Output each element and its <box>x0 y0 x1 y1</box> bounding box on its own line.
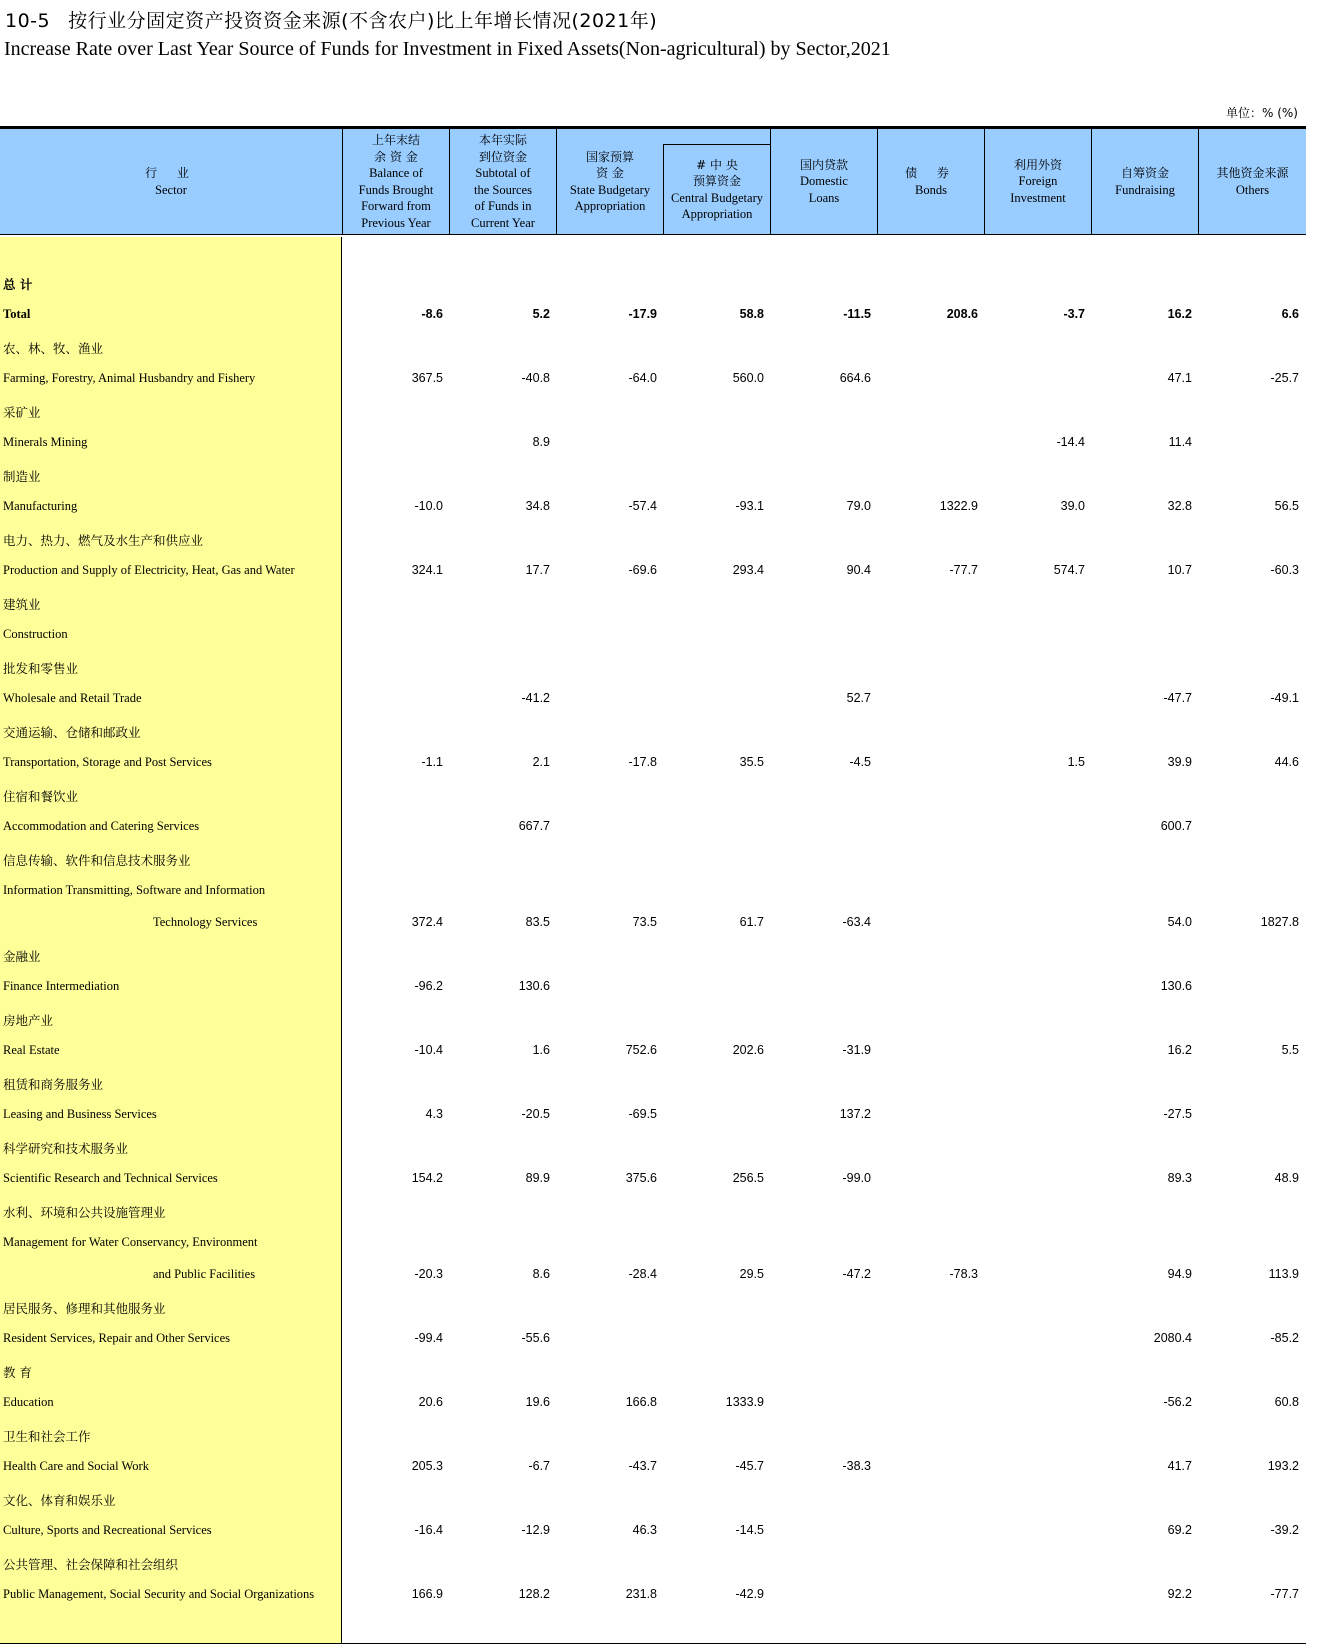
table-cell: 79.0 <box>846 499 871 513</box>
table-cell: -6.7 <box>528 1459 550 1473</box>
header-subtotal-en3: of Funds in <box>474 199 532 213</box>
header-central-cn1: # 中 央 <box>696 157 738 172</box>
sector-label-cn: 电力、热力、燃气及水生产和供应业 <box>3 533 204 548</box>
header-central-budget <box>663 145 770 234</box>
title-cn-text: 按行业分固定资产投资资金来源(不含农户)比上年增长情况(2021年) <box>68 10 658 32</box>
header-state-cn2: 资 金 <box>596 166 624 180</box>
table-cell: 256.5 <box>732 1171 764 1185</box>
table-cell: -99.0 <box>842 1171 871 1185</box>
table-cell: 2080.4 <box>1153 1331 1192 1345</box>
header-foreign-cn: 利用外资 <box>1013 157 1062 172</box>
table-cell: 231.8 <box>625 1587 657 1601</box>
sector-label-cn: 总 计 <box>3 277 33 292</box>
header-balance-en4: Previous Year <box>361 215 431 230</box>
table-cell: -3.7 <box>1063 307 1085 321</box>
header-bonds-en: Bonds <box>915 182 947 197</box>
table-cell: -60.3 <box>1270 563 1299 577</box>
table-cell: -38.3 <box>842 1459 871 1473</box>
table-cell: 1827.8 <box>1260 915 1299 929</box>
table-cell: 664.6 <box>839 371 871 385</box>
table-row-cn <box>0 849 1306 869</box>
table-row <box>0 305 1306 325</box>
sector-label-en: Transportation, Storage and Post Services <box>3 755 212 769</box>
header-state-budget <box>556 129 663 234</box>
table-cell: 166.9 <box>411 1587 443 1601</box>
table-cell: -16.4 <box>414 1523 443 1537</box>
table-cell: -41.2 <box>521 691 550 705</box>
sector-label-cn: 住宿和餐饮业 <box>3 789 79 804</box>
sector-label-en: Farming, Forestry, Animal Husbandry and Fishery <box>3 371 256 385</box>
table-cell: -11.5 <box>843 307 871 321</box>
budget-sub-rule <box>663 144 770 145</box>
table-cell: 128.2 <box>518 1587 550 1601</box>
header-foreign-en1: Foreign <box>1018 174 1058 189</box>
table-cell: -57.4 <box>628 499 657 513</box>
table-row-cn <box>0 721 1306 741</box>
table-cell: 60.8 <box>1274 1395 1299 1409</box>
table-cell: -27.5 <box>1163 1107 1192 1121</box>
table-row <box>0 689 1306 709</box>
header-fundraising <box>1091 129 1198 234</box>
unit-label: 单位：% (%) <box>1226 106 1298 120</box>
table-row <box>0 913 1306 933</box>
header-balance-en2: Funds Brought <box>358 182 434 197</box>
table-cell: -12.9 <box>521 1523 550 1537</box>
header-loans-en1: Domestic <box>800 174 848 189</box>
header-sector-en: Sector <box>155 182 187 197</box>
sector-label-cn: 房地产业 <box>3 1013 54 1028</box>
table-row <box>0 561 1306 581</box>
table-cell: -93.1 <box>735 499 764 513</box>
table-cell: 44.6 <box>1274 755 1299 769</box>
sector-label-en: Management for Water Conservancy, Environment <box>3 1235 258 1249</box>
header-bottom-rule <box>0 234 1306 235</box>
header-bonds-cn: 债 券 <box>905 166 957 180</box>
header-others <box>1198 129 1306 234</box>
table-cell: -55.6 <box>521 1331 550 1345</box>
table-row-cn <box>0 465 1306 485</box>
table-cell: -17.8 <box>628 755 657 769</box>
sector-label-en: Minerals Mining <box>3 435 88 449</box>
sector-label-en: Accommodation and Catering Services <box>3 819 200 833</box>
sector-label-en-cont: and Public Facilities <box>153 1267 256 1281</box>
header-state-cn1: 国家预算 <box>585 149 634 164</box>
table-cell: 137.2 <box>839 1107 871 1121</box>
sector-label-en-cont: Technology Services <box>153 915 258 929</box>
table-cell: -96.2 <box>414 979 443 993</box>
table-cell: -78.3 <box>949 1267 978 1281</box>
table-row <box>0 1329 1306 1349</box>
sector-label-cn: 教 育 <box>3 1365 32 1380</box>
sector-label-en: Education <box>3 1395 54 1409</box>
sector-label-cn: 居民服务、修理和其他服务业 <box>3 1301 166 1316</box>
table-row <box>0 1521 1306 1541</box>
table-cell: 560.0 <box>732 371 764 385</box>
table-cell: 73.5 <box>632 915 657 929</box>
header-balance-cn1: 上年末结 <box>371 133 420 147</box>
table-row-cn <box>0 337 1306 357</box>
table-row <box>0 1041 1306 1061</box>
page-title-cn <box>5 6 657 33</box>
table-cell: 16.2 <box>1167 1043 1192 1057</box>
table-row-cn <box>0 1553 1306 1573</box>
table-cell: 154.2 <box>411 1171 443 1185</box>
table-row <box>0 1105 1306 1125</box>
table-cell: 1.6 <box>532 1043 550 1057</box>
sector-label-cn: 交通运输、仓储和邮政业 <box>3 725 141 740</box>
table-cell: 1322.9 <box>939 499 978 513</box>
table-cell: -69.5 <box>628 1107 657 1121</box>
table-row-cn <box>0 401 1306 421</box>
table-row-cn <box>0 1073 1306 1093</box>
table-header <box>0 129 1306 234</box>
table-cell: 52.7 <box>846 691 871 705</box>
table-cell: 39.9 <box>1167 755 1192 769</box>
table-cell: 574.7 <box>1053 563 1085 577</box>
sector-label-en: Construction <box>3 627 68 641</box>
header-central-cn2: 预算资金 <box>692 174 741 188</box>
sector-label-cn: 文化、体育和娱乐业 <box>3 1493 116 1508</box>
table-cell: -20.3 <box>414 1267 443 1281</box>
sector-label-en: Real Estate <box>3 1043 60 1057</box>
table-row-cn <box>0 785 1306 805</box>
header-self-en: Fundraising <box>1115 182 1175 197</box>
sector-label-en: Leasing and Business Services <box>3 1107 157 1121</box>
table-row <box>0 1233 1306 1253</box>
sector-label-en: Information Transmitting, Software and Information <box>3 883 266 897</box>
table-cell: 41.7 <box>1167 1459 1192 1473</box>
table-cell: -99.4 <box>414 1331 443 1345</box>
header-loans-cn: 国内贷款 <box>799 157 848 172</box>
table-cell: -31.9 <box>842 1043 871 1057</box>
table-cell: 39.0 <box>1060 499 1085 513</box>
sector-label-cn: 公共管理、社会保障和社会组织 <box>3 1557 179 1572</box>
table-cell: 130.6 <box>1160 979 1192 993</box>
table-cell: 8.9 <box>532 435 550 449</box>
header-others-en: Others <box>1235 182 1270 197</box>
sector-label-en: Finance Intermediation <box>3 979 120 993</box>
sector-label-en: Health Care and Social Work <box>3 1459 149 1473</box>
table-cell: 34.8 <box>525 499 550 513</box>
sector-label-cn: 租赁和商务服务业 <box>3 1077 104 1092</box>
table-row-cn <box>0 1201 1306 1221</box>
table-cell: 375.6 <box>625 1171 657 1185</box>
table-cell: 11.4 <box>1168 435 1192 449</box>
table-cell: -40.8 <box>521 371 550 385</box>
sector-label-en: Total <box>3 307 31 321</box>
table-cell: -47.7 <box>1163 691 1192 705</box>
header-others-cn: 其他资金来源 <box>1216 166 1289 180</box>
table-cell: -10.4 <box>414 1043 443 1057</box>
header-central-en1: Central Budgetary <box>671 190 763 205</box>
header-subtotal-cn2: 到位资金 <box>478 149 527 164</box>
table-row-cn <box>0 657 1306 677</box>
header-balance <box>342 129 449 234</box>
sector-label-en: Resident Services, Repair and Other Services <box>3 1331 231 1345</box>
table-row <box>0 1169 1306 1189</box>
table-row-cn <box>0 1489 1306 1509</box>
table-cell: -17.9 <box>628 307 657 321</box>
table-row <box>0 977 1306 997</box>
sector-label-cn: 金融业 <box>3 949 41 964</box>
table-cell: 46.3 <box>632 1523 657 1537</box>
sector-label-cn: 水利、环境和公共设施管理业 <box>3 1205 166 1220</box>
table-cell: 208.6 <box>946 307 978 321</box>
table-row-cn <box>0 1137 1306 1157</box>
table-cell: -25.7 <box>1270 371 1299 385</box>
sector-label-en: Manufacturing <box>3 499 78 513</box>
table-row-cn <box>0 945 1306 965</box>
header-foreign-investment <box>984 129 1091 234</box>
table-cell: 19.6 <box>525 1395 550 1409</box>
table-cell: 4.3 <box>425 1107 443 1121</box>
table-row-cn <box>0 1361 1306 1381</box>
table-row <box>0 1265 1306 1285</box>
header-balance-en1: Balance of <box>369 166 423 180</box>
table-row <box>0 817 1306 837</box>
table-cell: 1333.9 <box>725 1395 764 1409</box>
table-row <box>0 1393 1306 1413</box>
table-cell: -45.7 <box>735 1459 764 1473</box>
table-row <box>0 1585 1306 1605</box>
table-cell: -77.7 <box>1270 1587 1299 1601</box>
table-cell: 90.4 <box>846 563 871 577</box>
table-cell: 193.2 <box>1267 1459 1299 1473</box>
header-state-en2: Appropriation <box>574 199 646 213</box>
table-cell: 2.1 <box>532 755 550 769</box>
sector-label-cn: 信息传输、软件和信息技术服务业 <box>3 853 191 868</box>
table-cell: 94.9 <box>1167 1267 1192 1281</box>
table-row-cn <box>0 1425 1306 1445</box>
table-cell: 752.6 <box>625 1043 657 1057</box>
header-balance-cn2: 余 资 金 <box>374 149 418 164</box>
header-subtotal-en1: Subtotal of <box>475 166 531 180</box>
table-cell: -63.4 <box>842 915 871 929</box>
table-cell: -85.2 <box>1270 1331 1299 1345</box>
header-subtotal-cn1: 本年实际 <box>478 133 527 147</box>
table-cell: 56.5 <box>1274 499 1299 513</box>
sector-label-cn: 科学研究和技术服务业 <box>3 1141 129 1156</box>
table-cell: 29.5 <box>739 1267 764 1281</box>
table-cell: -8.6 <box>421 307 443 321</box>
sector-label-cn: 卫生和社会工作 <box>3 1429 91 1444</box>
table-cell: 61.7 <box>739 915 764 929</box>
table-cell: 205.3 <box>411 1459 443 1473</box>
header-state-en1: State Budgetary <box>569 182 651 197</box>
table-row <box>0 881 1306 901</box>
table-row-cn <box>0 529 1306 549</box>
table-cell: 16.2 <box>1167 307 1192 321</box>
table-row <box>0 433 1306 453</box>
table-cell: 372.4 <box>411 915 443 929</box>
header-central-en2: Appropriation <box>681 207 753 221</box>
table-cell: 17.7 <box>525 563 550 577</box>
table-cell: 92.2 <box>1167 1587 1192 1601</box>
table-cell: 69.2 <box>1167 1523 1192 1537</box>
table-cell: 54.0 <box>1167 915 1192 929</box>
table-cell: -14.5 <box>735 1523 764 1537</box>
table-cell: -20.5 <box>521 1107 550 1121</box>
table-cell: -43.7 <box>628 1459 657 1473</box>
table-row-cn <box>0 1009 1306 1029</box>
table-cell: -14.4 <box>1056 435 1085 449</box>
table-cell: 130.6 <box>518 979 550 993</box>
table-cell: 113.9 <box>1268 1267 1299 1281</box>
sector-label-en: Wholesale and Retail Trade <box>3 691 142 705</box>
table-cell: -77.7 <box>949 563 978 577</box>
table-cell: 600.7 <box>1160 819 1192 833</box>
table-cell: 202.6 <box>732 1043 764 1057</box>
table-cell: 293.4 <box>732 563 764 577</box>
sector-label-en: Public Management, Social Security and Social Organizations <box>3 1587 315 1601</box>
header-subtotal-en2: the Sources <box>474 182 532 197</box>
table-cell: 35.5 <box>739 755 764 769</box>
table-cell: 89.3 <box>1167 1171 1192 1185</box>
table-cell: 166.8 <box>625 1395 657 1409</box>
sector-label-cn: 建筑业 <box>3 597 41 612</box>
table-cell: 89.9 <box>525 1171 550 1185</box>
table-cell: -49.1 <box>1270 691 1299 705</box>
header-loans-en2: Loans <box>808 190 840 205</box>
header-sector <box>0 129 342 234</box>
header-domestic-loans <box>770 129 877 234</box>
sector-label-cn: 农、林、牧、渔业 <box>3 341 104 356</box>
sector-label-en: Culture, Sports and Recreational Services <box>3 1523 212 1537</box>
header-self-cn: 自筹资金 <box>1120 166 1169 180</box>
table-cell: 48.9 <box>1274 1171 1299 1185</box>
table-cell: 47.1 <box>1167 371 1192 385</box>
table-row <box>0 369 1306 389</box>
table-cell: 5.5 <box>1281 1043 1299 1057</box>
table-cell: 20.6 <box>418 1395 443 1409</box>
table-cell: 32.8 <box>1167 499 1192 513</box>
table-cell: 324.1 <box>411 563 443 577</box>
table-row-cn <box>0 1297 1306 1317</box>
table-cell: 1.5 <box>1067 755 1085 769</box>
table-row-cn <box>0 593 1306 613</box>
table-cell: -10.0 <box>414 499 443 513</box>
table-cell: 8.6 <box>532 1267 550 1281</box>
sector-label-en: Production and Supply of Electricity, Heat, Gas and Water <box>3 563 295 577</box>
table-cell: -39.2 <box>1270 1523 1299 1537</box>
table-cell: 6.6 <box>1281 307 1299 321</box>
table-cell: -42.9 <box>735 1587 764 1601</box>
header-foreign-en2: Investment <box>1010 190 1066 205</box>
table-cell: 83.5 <box>525 915 550 929</box>
table-row <box>0 625 1306 645</box>
header-bonds <box>877 129 984 234</box>
table-cell: -1.1 <box>421 755 443 769</box>
table-cell: 10.7 <box>1167 563 1192 577</box>
table-cell: -47.2 <box>842 1267 871 1281</box>
header-sector-cn: 行 业 <box>145 166 197 180</box>
table-number: 10-5 <box>5 10 51 32</box>
header-subtotal-en4: Current Year <box>471 215 535 230</box>
table-cell: -56.2 <box>1163 1395 1192 1409</box>
table-cell: -64.0 <box>628 371 657 385</box>
page-title-en: Increase Rate over Last Year Source of Funds for Investment in Fixed Assets(Non-agricultural) by Sector,2021 <box>4 38 891 60</box>
sector-label-cn: 采矿业 <box>3 405 41 420</box>
table-cell: 667.7 <box>518 819 550 833</box>
table-row <box>0 753 1306 773</box>
table-cell: 58.8 <box>739 307 764 321</box>
table-cell: 5.2 <box>532 307 550 321</box>
table-row-cn <box>0 273 1306 293</box>
sector-label-en: Scientific Research and Technical Services <box>3 1171 218 1185</box>
sector-label-cn: 制造业 <box>3 469 41 484</box>
header-subtotal <box>449 129 556 234</box>
table-row <box>0 497 1306 517</box>
table-cell: -28.4 <box>628 1267 657 1281</box>
sector-label-cn: 批发和零售业 <box>3 661 79 676</box>
table-cell: -69.6 <box>628 563 657 577</box>
table-row <box>0 1457 1306 1477</box>
header-balance-en3: Forward from <box>361 199 431 213</box>
table-cell: -4.5 <box>849 755 871 769</box>
table-cell: 367.5 <box>411 371 443 385</box>
